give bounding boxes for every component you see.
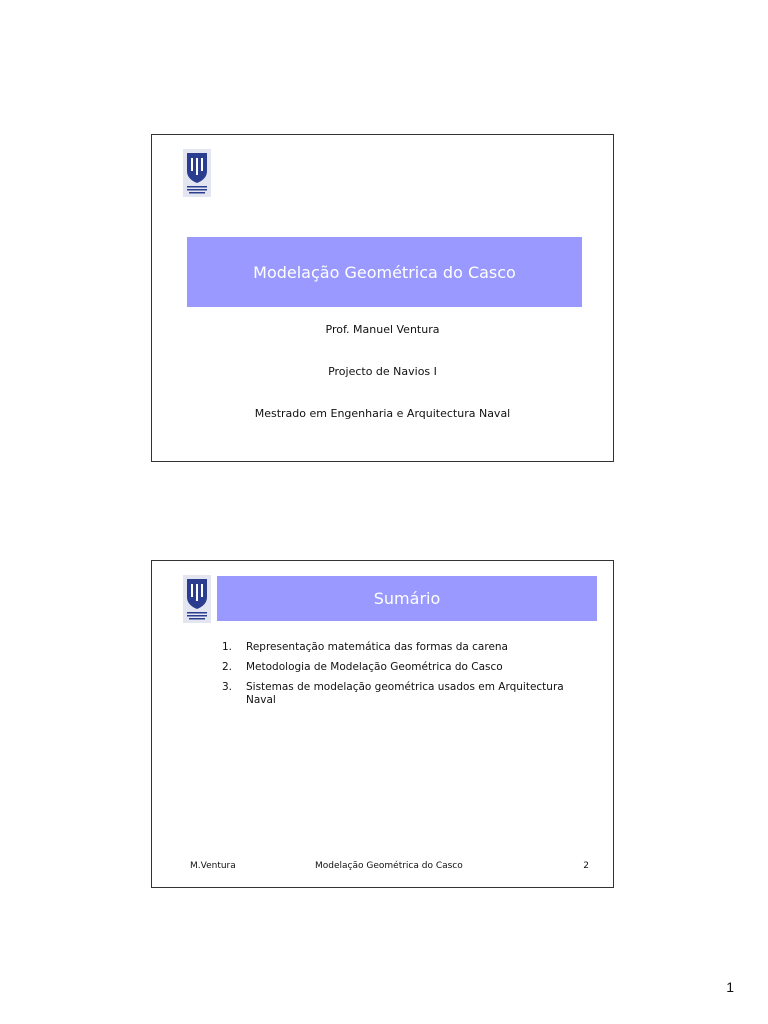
item-text: Metodologia de Modelação Geométrica do Casco xyxy=(246,661,503,673)
item-text: Sistemas de modelação geométrica usados em Arquitectura Naval xyxy=(246,681,564,706)
item-number: 2. xyxy=(222,661,233,673)
item-number: 3. xyxy=(222,681,233,693)
slide-1 xyxy=(151,134,614,462)
list-item xyxy=(222,681,572,707)
slide-title: Modelação Geométrica do Casco xyxy=(187,237,582,307)
ist-logo-icon xyxy=(183,149,211,197)
list-item xyxy=(222,641,572,654)
footer-author: M.Ventura xyxy=(190,861,236,871)
slide-title: Sumário xyxy=(217,576,597,621)
footer-page: 2 xyxy=(583,861,589,871)
item-text: Representação matemática das formas da carena xyxy=(246,641,508,653)
footer-title: Modelação Geométrica do Casco xyxy=(315,861,463,871)
slide-2 xyxy=(151,560,614,888)
page-number: 1 xyxy=(726,979,734,995)
item-number: 1. xyxy=(222,641,233,653)
author-line: Prof. Manuel Ventura xyxy=(325,323,440,336)
list-item xyxy=(222,661,572,674)
program-line: Mestrado em Engenharia e Arquitectura Naval xyxy=(254,407,511,420)
course-line: Projecto de Navios I xyxy=(328,365,437,378)
ist-logo-icon xyxy=(183,575,211,623)
agenda-list xyxy=(222,641,572,714)
